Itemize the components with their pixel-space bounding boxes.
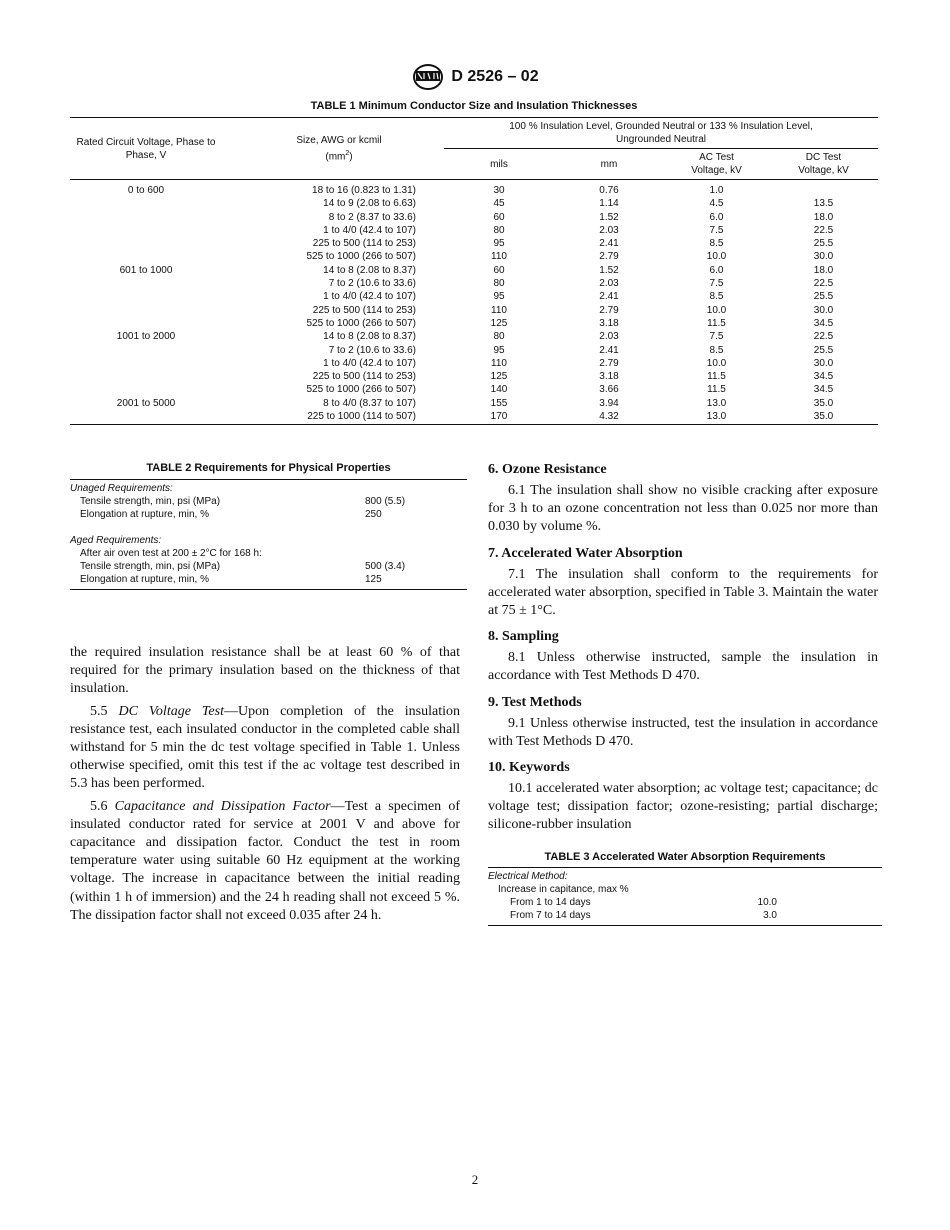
heading-accelerated-water-absorption: 7. Accelerated Water Absorption	[488, 545, 683, 561]
table-1-caption: TABLE 1 Minimum Conductor Size and Insulation Thicknesses	[310, 100, 638, 112]
header-group: 100 % Insulation Level, Grounded Neutral or 133 % Insulation Level, Ungrounded Neutral	[444, 118, 878, 149]
mm-cell: 2.03	[599, 224, 619, 236]
mils-cell: 45	[493, 198, 505, 210]
mils-cell: 110	[491, 357, 507, 369]
voltage-cell	[70, 224, 234, 237]
size-cell: 525 to 1000 (266 to 507)	[306, 384, 416, 396]
table-row	[70, 317, 878, 330]
table-row	[70, 330, 878, 343]
section-5-5: 5.5 DC Voltage Test—Upon completion of the insulation resistance test, each insulated conductor in the completed cable shall withstand for 5 min the dc test voltage specified in Table 1. Unless otherwise specified, omit this test if the ac voltage test described in 5.3 has been performed.	[70, 703, 460, 792]
size-cell: 525 to 1000 (266 to 507)	[306, 317, 416, 329]
row-value: 250	[365, 509, 382, 520]
mils-cell: 155	[490, 397, 508, 409]
voltage-cell	[70, 277, 234, 290]
table-row	[70, 573, 467, 586]
mm-cell: 2.41	[599, 291, 619, 303]
method-sub: Increase in capitance, max %	[498, 884, 629, 895]
size-cell: 7 to 2 (10.6 to 33.6)	[328, 278, 416, 290]
table-3	[488, 851, 882, 926]
table-row	[70, 250, 878, 263]
voltage-cell: 2001 to 5000	[116, 397, 176, 409]
right-column-text	[488, 461, 878, 835]
size-cell: 225 to 1000 (114 to 507)	[307, 411, 416, 423]
ac-cell: 13.0	[706, 397, 727, 409]
table-row	[70, 237, 878, 250]
row-value: 125	[365, 574, 382, 585]
mm-cell: 3.94	[599, 397, 619, 409]
dc-cell: 22.5	[813, 331, 834, 343]
mils-cell: 95	[493, 291, 505, 303]
voltage-cell	[70, 317, 234, 330]
size-cell: 14 to 9 (2.08 to 6.63)	[323, 198, 416, 210]
section-8-1: 8.1 Unless otherwise instructed, sample the insulation in accordance with Test Methods D 470.	[488, 650, 878, 684]
table-row	[70, 264, 878, 277]
table-row	[488, 909, 882, 922]
table-row	[70, 224, 878, 237]
dc-cell: 22.5	[813, 224, 834, 236]
table-row	[70, 383, 878, 396]
mm-cell: 2.79	[599, 251, 619, 263]
ac-cell: 6.0	[709, 211, 724, 223]
mils-cell: 80	[493, 224, 505, 236]
mm-cell: 2.03	[599, 278, 619, 290]
row-value: 3.0	[763, 910, 777, 921]
aged-condition: After air oven test at 200 ± 2°C for 168 h:	[80, 548, 262, 559]
table-2	[70, 462, 467, 590]
mils-cell: 60	[493, 264, 505, 276]
dc-cell	[769, 180, 878, 198]
mils-cell: 60	[493, 211, 505, 223]
mils-cell: 95	[493, 238, 505, 250]
dc-cell: 18.0	[813, 264, 834, 276]
ac-cell: 11.5	[707, 384, 726, 396]
mm-cell: 2.79	[599, 304, 619, 316]
table-2-caption: TABLE 2 Requirements for Physical Properties	[146, 462, 391, 474]
size-cell: 18 to 16 (0.823 to 1.31)	[312, 185, 416, 196]
size-cell: 525 to 1000 (266 to 507)	[306, 251, 416, 263]
ac-cell: 1.0	[709, 185, 724, 196]
size-cell: 225 to 500 (114 to 253)	[312, 238, 416, 250]
table-row	[488, 896, 882, 909]
mils-cell: 110	[491, 304, 507, 316]
header-mils: mils	[490, 158, 508, 170]
table-3-caption: TABLE 3 Accelerated Water Absorption Requirements	[544, 851, 826, 863]
row-label: Tensile strength, min, psi (MPa)	[80, 496, 221, 507]
page-number: 2	[471, 1172, 479, 1187]
mm-cell: 2.41	[599, 238, 619, 250]
header-size-sup: 2	[345, 149, 350, 157]
size-cell: 8 to 4/0 (8.37 to 107)	[323, 397, 416, 409]
dc-cell: 34.5	[813, 317, 834, 329]
mils-cell: 125	[490, 371, 508, 383]
row-label: Elongation at rupture, min, %	[80, 509, 209, 520]
heading-test-methods: 9. Test Methods	[488, 694, 582, 710]
size-cell: 7 to 2 (10.6 to 33.6)	[328, 344, 416, 356]
ac-cell: 6.0	[709, 264, 724, 276]
mm-cell: 1.52	[599, 211, 619, 223]
size-cell: 14 to 8 (2.08 to 8.37)	[323, 331, 416, 343]
header-size	[234, 118, 444, 180]
row-value: 10.0	[757, 897, 777, 908]
section-6-1: 6.1 The insulation shall show no visible cracking after exposure for 3 h to an ozone concentration not less than 0.025 nor more than 0.030 by volume %.	[488, 483, 878, 535]
voltage-cell	[70, 370, 234, 383]
method-heading: Electrical Method:	[488, 871, 568, 882]
heading-sampling: 8. Sampling	[488, 629, 559, 645]
size-cell: 225 to 500 (114 to 253)	[312, 304, 416, 316]
size-cell: 8 to 2 (8.37 to 33.6)	[328, 211, 416, 223]
row-value: 800 (5.5)	[365, 496, 406, 507]
size-cell: 1 to 4/0 (42.4 to 107)	[323, 357, 416, 369]
dc-cell: 18.0	[813, 211, 834, 223]
dc-cell: 13.5	[813, 198, 834, 210]
ac-cell: 11.5	[707, 371, 726, 383]
ac-cell: 10.0	[706, 357, 727, 369]
header-size-line2-end: )	[349, 151, 353, 163]
voltage-cell	[70, 211, 234, 224]
dc-cell: 25.5	[813, 344, 834, 356]
unaged-heading: Unaged Requirements:	[70, 483, 173, 494]
mils-cell: 30	[493, 185, 505, 196]
table-row	[70, 560, 467, 573]
header-ac: AC Test Voltage, kV	[691, 152, 742, 176]
dc-cell: 34.5	[813, 371, 834, 383]
mm-cell: 2.03	[599, 331, 619, 343]
section-10-1: 10.1 accelerated water absorption; ac voltage test; capacitance; dc voltage test; dissipation factor; ozone-resisting; partial discharge; silicone-rubber insulation	[488, 781, 878, 833]
header-mm: mm	[600, 158, 618, 170]
mils-cell: 80	[493, 331, 505, 343]
mm-cell: 3.66	[599, 384, 619, 396]
ac-cell: 8.5	[709, 291, 724, 303]
document-id: D 2526 – 02	[451, 68, 539, 85]
mils-cell: 170	[490, 411, 508, 423]
dc-cell: 25.5	[813, 291, 834, 303]
section-7-1: 7.1 The insulation shall conform to the requirements for accelerated water absorption, specified in Table 3. Maintain the water at 75 ± 1°C.	[488, 566, 878, 619]
continued-paragraph: the required insulation resistance shall be at least 60 % of that required for the primary insulation based on the thickness of that insulation.	[70, 645, 460, 697]
size-cell: 1 to 4/0 (42.4 to 107)	[323, 291, 416, 303]
dc-cell: 30.0	[813, 251, 834, 263]
row-label: From 1 to 14 days	[510, 897, 591, 908]
voltage-cell	[70, 250, 234, 263]
table-row	[70, 410, 878, 425]
voltage-cell	[70, 197, 234, 210]
table-row	[70, 197, 878, 210]
voltage-cell	[70, 237, 234, 250]
mm-cell: 2.41	[599, 344, 619, 356]
dc-cell: 30.0	[813, 357, 834, 369]
voltage-cell: 601 to 1000	[119, 264, 173, 276]
section-5-6: 5.6 Capacitance and Dissipation Factor—Test a specimen of insulated conductor rated for service at 2001 V and above for capacitance and dissipation factor. Conduct the test in room temperature water using suitable 60 Hz equipment at the working voltage. The increase in capacitance between the initial reading (within 1 h of immersion) and the 24 h reading shall not exceed 5 %. The dissipation factor shall not exceed 0.035 after 24 h.	[70, 798, 460, 923]
mm-cell: 2.79	[599, 357, 619, 369]
heading-keywords: 10. Keywords	[488, 760, 570, 776]
table-row	[70, 344, 878, 357]
row-label: From 7 to 14 days	[510, 910, 591, 921]
ac-cell: 10.0	[706, 304, 727, 316]
ac-cell: 7.5	[709, 224, 724, 236]
voltage-cell	[70, 383, 234, 396]
table-row	[70, 211, 878, 224]
table-row	[70, 397, 878, 410]
table-row	[70, 277, 878, 290]
mils-cell: 110	[491, 251, 507, 263]
ac-cell: 8.5	[709, 344, 724, 356]
table-1	[70, 100, 878, 425]
size-cell: 1 to 4/0 (42.4 to 107)	[323, 224, 416, 236]
table-row	[70, 495, 467, 508]
mm-cell: 1.52	[599, 264, 619, 276]
voltage-cell	[70, 410, 234, 425]
mm-cell: 3.18	[599, 317, 619, 329]
mm-cell: 1.14	[599, 198, 619, 210]
dc-cell: 22.5	[813, 278, 834, 290]
row-label: Tensile strength, min, psi (MPa)	[80, 561, 221, 572]
ac-cell: 10.0	[706, 251, 727, 263]
table-row	[70, 508, 467, 521]
page-header	[0, 63, 950, 91]
dc-cell: 30.0	[813, 304, 834, 316]
table-row	[70, 370, 878, 383]
voltage-cell	[70, 357, 234, 370]
header-size-line2: (mm	[325, 151, 346, 163]
row-label: Elongation at rupture, min, %	[80, 574, 209, 585]
voltage-cell	[70, 290, 234, 303]
table-row	[70, 180, 878, 198]
header-size-line1: Size, AWG or kcmil	[296, 134, 382, 146]
voltage-cell: 1001 to 2000	[116, 331, 176, 343]
dc-cell: 35.0	[813, 397, 834, 409]
mm-cell: 3.18	[599, 371, 619, 383]
table-row	[70, 304, 878, 317]
ac-cell: 8.5	[709, 238, 724, 250]
voltage-cell	[70, 304, 234, 317]
astm-logo-icon	[411, 63, 445, 91]
mm-cell: 4.32	[599, 411, 619, 423]
dc-cell: 25.5	[813, 238, 834, 250]
table-row	[70, 357, 878, 370]
left-column-text	[70, 644, 460, 925]
voltage-cell	[70, 344, 234, 357]
voltage-cell: 0 to 600	[127, 185, 165, 196]
header-voltage: Rated Circuit Voltage, Phase to Phase, V	[76, 136, 216, 161]
header-dc: DC Test Voltage, kV	[798, 152, 849, 176]
size-cell: 225 to 500 (114 to 253)	[312, 371, 416, 383]
row-value: 500 (3.4)	[365, 561, 406, 572]
mm-cell: 0.76	[599, 185, 619, 196]
section-9-1: 9.1 Unless otherwise instructed, test the insulation in accordance with Test Methods D 470.	[488, 715, 878, 749]
mils-cell: 125	[490, 317, 508, 329]
ac-cell: 7.5	[709, 278, 724, 290]
mils-cell: 80	[493, 278, 505, 290]
mils-cell: 140	[490, 384, 508, 396]
heading-ozone-resistance: 6. Ozone Resistance	[488, 462, 607, 477]
dc-cell: 34.5	[813, 384, 834, 396]
ac-cell: 7.5	[709, 331, 724, 343]
ac-cell: 4.5	[709, 198, 724, 210]
aged-heading: Aged Requirements:	[70, 535, 162, 546]
mils-cell: 95	[493, 344, 505, 356]
size-cell: 14 to 8 (2.08 to 8.37)	[323, 264, 416, 276]
table-row	[70, 290, 878, 303]
dc-cell: 35.0	[813, 411, 834, 423]
ac-cell: 13.0	[706, 411, 727, 423]
ac-cell: 11.5	[707, 317, 726, 329]
